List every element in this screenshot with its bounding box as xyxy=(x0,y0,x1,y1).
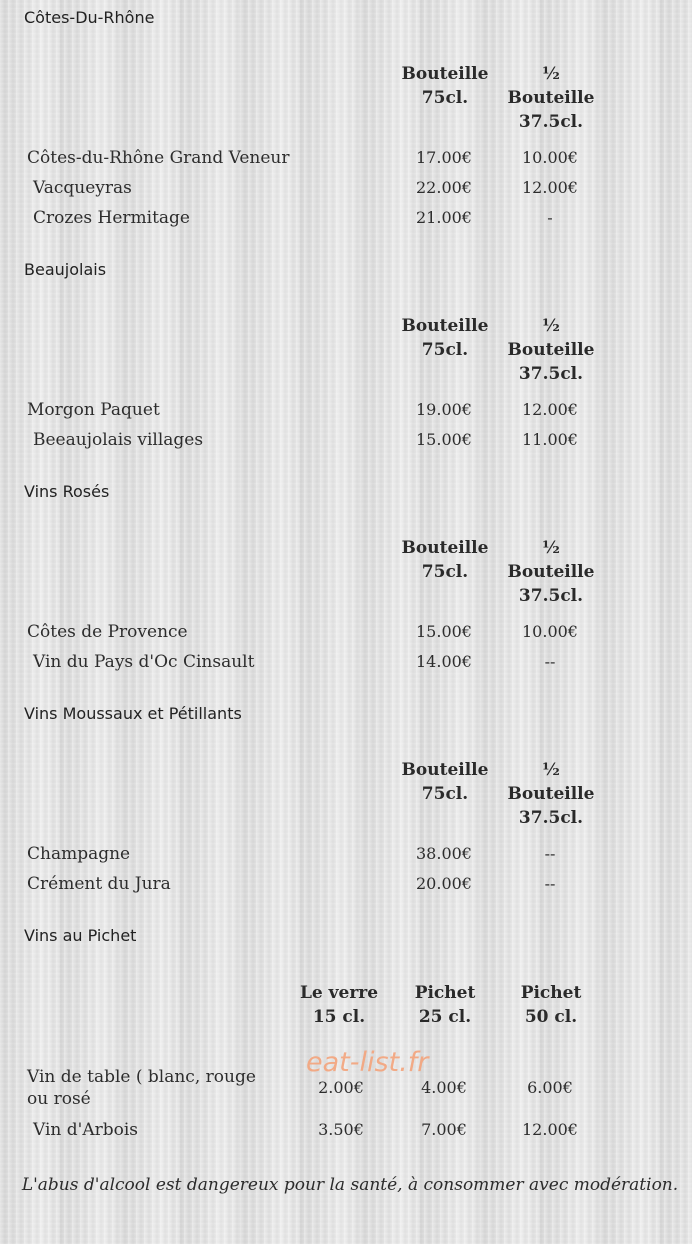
wine-item: Crozes Hermitage xyxy=(33,208,190,228)
column-header-pichet-50: Pichet 50 cl. xyxy=(520,983,582,1027)
column-header-half-bouteille: ½ Bouteille 37.5cl. xyxy=(507,64,595,132)
price-bouteille: 21.00€ xyxy=(416,208,472,227)
section-title-vins-moussaux: Vins Moussaux et Pétillants xyxy=(24,704,242,723)
column-header-verre: Le verre 15 cl. xyxy=(299,983,379,1027)
wine-item: Côtes-du-Rhône Grand Veneur xyxy=(27,148,290,168)
section-title-beaujolais: Beaujolais xyxy=(24,260,107,279)
price-half-bouteille: -- xyxy=(544,874,556,893)
wine-item: Champagne xyxy=(27,844,131,864)
price-half-bouteille: -- xyxy=(544,844,556,863)
column-header-bouteille: Bouteille 75cl. xyxy=(401,538,489,582)
wine-item: Côtes de Provence xyxy=(27,622,188,642)
column-header-half-bouteille: ½ Bouteille 37.5cl. xyxy=(507,538,595,606)
price-pichet-25: 7.00€ xyxy=(421,1120,467,1139)
price-pichet-25: 4.00€ xyxy=(421,1078,467,1097)
price-half-bouteille: 11.00€ xyxy=(522,430,578,449)
section-title-vins-roses: Vins Rosés xyxy=(24,482,110,501)
price-half-bouteille: 10.00€ xyxy=(522,622,578,641)
section-title-vins-au-pichet: Vins au Pichet xyxy=(24,926,137,945)
column-header-half-bouteille: ½ Bouteille 37.5cl. xyxy=(507,316,595,384)
price-half-bouteille: - xyxy=(547,208,553,227)
wine-item: Vin de table ( blanc, rouge ou rosé xyxy=(27,1067,256,1109)
price-bouteille: 22.00€ xyxy=(416,178,472,197)
column-header-bouteille: Bouteille 75cl. xyxy=(401,760,489,804)
price-bouteille: 38.00€ xyxy=(416,844,472,863)
section-title-cotes-du-rhone: Côtes-Du-Rhône xyxy=(24,8,155,27)
price-half-bouteille: 10.00€ xyxy=(522,148,578,167)
wine-item: Vin du Pays d'Oc Cinsault xyxy=(33,652,255,672)
price-bouteille: 17.00€ xyxy=(416,148,472,167)
wine-item: Crément du Jura xyxy=(27,874,171,894)
column-header-bouteille: Bouteille 75cl. xyxy=(401,64,489,108)
wine-item: Beeaujolais villages xyxy=(33,430,204,450)
price-bouteille: 15.00€ xyxy=(416,622,472,641)
price-verre: 3.50€ xyxy=(318,1120,364,1139)
price-half-bouteille: -- xyxy=(544,652,556,671)
wine-item: Vacqueyras xyxy=(33,178,132,198)
price-bouteille: 20.00€ xyxy=(416,874,472,893)
column-header-half-bouteille: ½ Bouteille 37.5cl. xyxy=(507,760,595,828)
price-verre: 2.00€ xyxy=(318,1078,364,1097)
price-pichet-50: 6.00€ xyxy=(527,1078,573,1097)
price-half-bouteille: 12.00€ xyxy=(522,400,578,419)
price-bouteille: 14.00€ xyxy=(416,652,472,671)
price-pichet-50: 12.00€ xyxy=(522,1120,578,1139)
wine-item: Morgon Paquet xyxy=(27,400,160,420)
column-header-bouteille: Bouteille 75cl. xyxy=(401,316,489,360)
column-header-pichet-25: Pichet 25 cl. xyxy=(414,983,476,1027)
price-bouteille: 15.00€ xyxy=(416,430,472,449)
price-half-bouteille: 12.00€ xyxy=(522,178,578,197)
price-bouteille: 19.00€ xyxy=(416,400,472,419)
watermark: eat-list.fr xyxy=(306,1047,429,1078)
footer-note: L'abus d'alcool est dangereux pour la santé, à consommer avec modération. xyxy=(21,1175,679,1195)
wine-item: Vin d'Arbois xyxy=(33,1120,139,1140)
